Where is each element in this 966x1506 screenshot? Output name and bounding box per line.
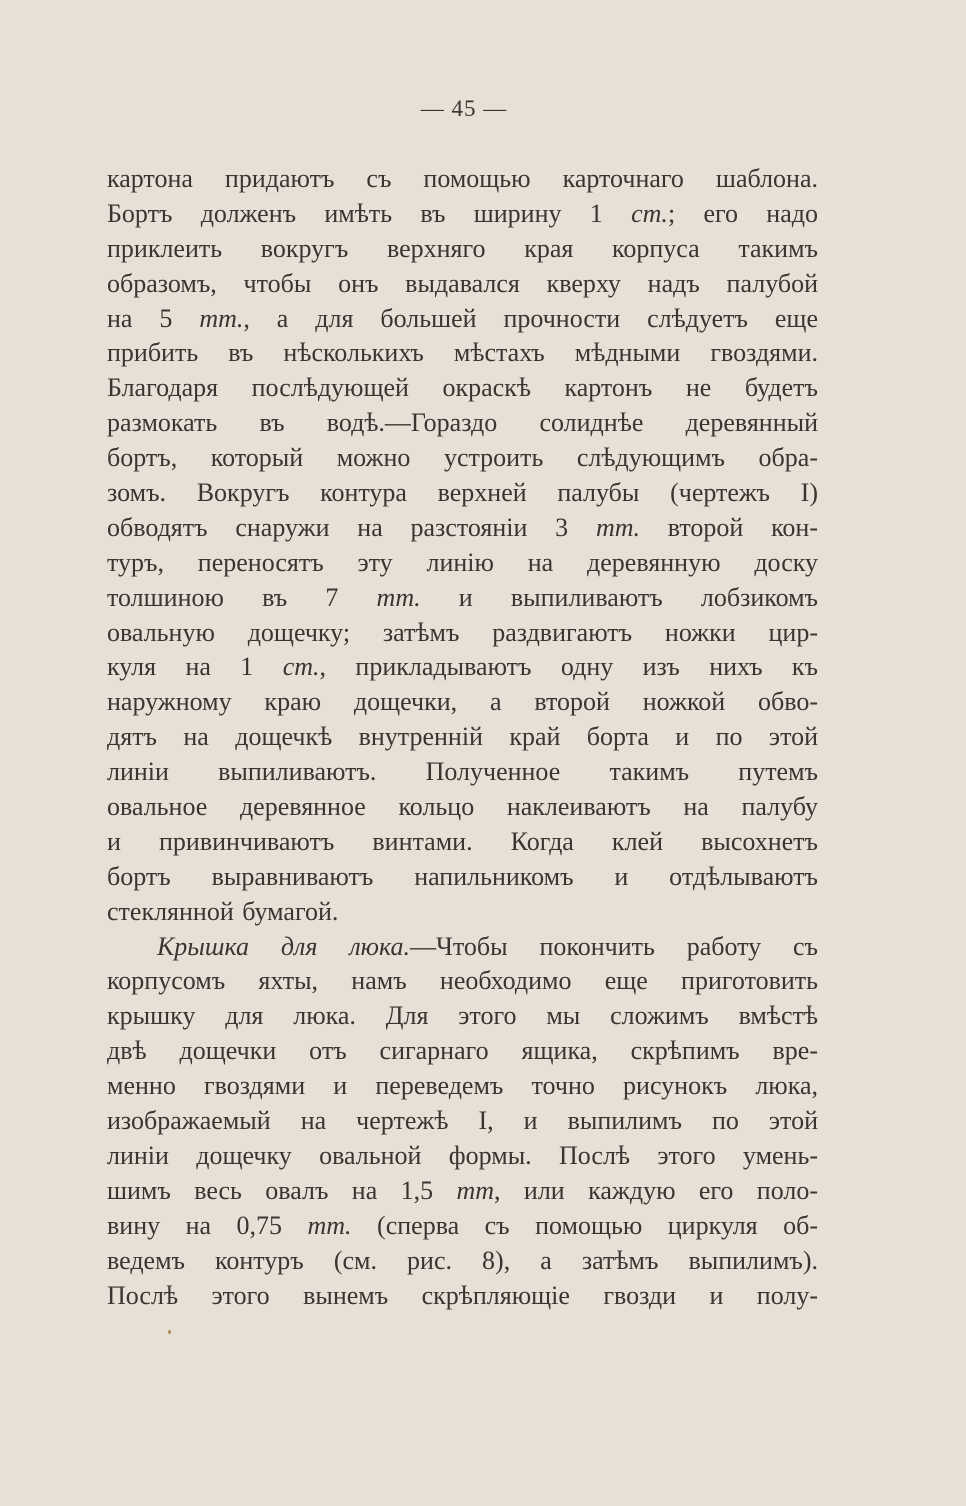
text-line [107, 720, 818, 755]
italic-text: cm. [631, 198, 668, 228]
text-line [107, 895, 818, 930]
text-segment: , а для большей прочности слѣдуетъ еще [243, 303, 818, 333]
text-segment: бортъ выравниваютъ напильникомъ и отдѣлываютъ [107, 861, 818, 891]
text-line [107, 1209, 818, 1244]
text-segment: Послѣ этого вынемъ скрѣпляющіе гвозди и полу- [107, 1280, 818, 1310]
text-segment: прибить въ нѣсколькихъ мѣстахъ мѣдными гвоздями. [107, 338, 818, 368]
text-segment: и привинчиваютъ винтами. Когда клей высохнетъ [107, 826, 818, 856]
text-segment: овальное деревянное кольцо наклеиваютъ на палубу [107, 792, 818, 822]
text-segment: линіи выпиливаютъ. Полученное такимъ путемъ [107, 757, 818, 787]
text-segment: куля на 1 [107, 652, 283, 682]
paper-speck [168, 1330, 171, 1334]
text-line [107, 336, 818, 371]
text-line [107, 685, 818, 720]
text-segment: туръ, переносятъ эту линію на деревянную доску [107, 547, 818, 577]
text-line [107, 650, 818, 685]
text-segment: шимъ весь овалъ на 1,5 [107, 1175, 457, 1205]
text-line [107, 825, 818, 860]
text-line [107, 999, 818, 1034]
text-segment: стеклянной бумагой. [107, 896, 339, 926]
text-line [107, 162, 818, 197]
text-line [107, 197, 818, 232]
text-line [107, 441, 818, 476]
text-segment: двѣ дощечки отъ сигарнаго ящика, скрѣпимъ вре- [107, 1036, 818, 1066]
text-line [107, 232, 818, 267]
text-segment: на 5 [107, 303, 200, 333]
italic-text: mm. [307, 1210, 352, 1240]
page-number: — 45 — [420, 96, 508, 121]
text-segment: изображаемый на чертежѣ I, и выпилимъ по этой [107, 1106, 818, 1136]
text-segment: ведемъ контуръ (см. рис. 8), а затѣмъ выпилимъ). [107, 1245, 818, 1275]
text-line [107, 790, 818, 825]
text-segment: ; его надо [667, 198, 818, 228]
text-line [107, 1279, 818, 1314]
italic-text: mm. [376, 582, 421, 612]
text-line [107, 755, 818, 790]
text-segment: размокать въ водѣ.—Гораздо солиднѣе деревянный [107, 408, 818, 438]
text-line [107, 1244, 818, 1279]
text-line [107, 1104, 818, 1139]
italic-text: mm [456, 1175, 495, 1205]
text-line [107, 371, 818, 406]
text-line [107, 267, 818, 302]
text-line [107, 476, 818, 511]
text-segment: бортъ, который можно устроить слѣдующимъ обра- [107, 443, 818, 473]
text-segment: наружному краю дощечки, а второй ножкой обво- [107, 687, 818, 717]
italic-text: cm. [282, 652, 320, 682]
text-segment: картона придаютъ съ помощью карточнаго шаблона. [107, 164, 818, 193]
text-segment: менно гвоздями и переведемъ точно рисунокъ люка, [107, 1071, 818, 1101]
text-line [107, 616, 818, 651]
text-segment: —Чтобы покончить работу съ [410, 931, 818, 961]
text-segment: корпусомъ яхты, намъ необходимо еще приготовить [107, 966, 818, 996]
text-line [107, 302, 818, 337]
text-segment: приклеить вокругъ верхняго края корпуса такимъ [107, 233, 818, 263]
text-segment: обводятъ снаружи на разстояніи 3 [107, 512, 596, 542]
text-segment: зомъ. Вокругъ контура верхней палубы (чертежъ I) [107, 478, 818, 508]
page-body-text [107, 162, 818, 1313]
text-line [107, 511, 818, 546]
text-line [107, 406, 818, 441]
text-line [107, 860, 818, 895]
text-segment: линіи дощечку овальной формы. Послѣ этого умень- [107, 1140, 818, 1170]
paragraph-start-line [107, 930, 818, 965]
text-segment: вину на 0,75 [107, 1210, 308, 1240]
italic-text: mm. [595, 512, 641, 542]
text-segment: крышку для люка. Для этого мы сложимъ вмѣстѣ [107, 1001, 818, 1031]
text-segment: толшиною въ 7 [107, 582, 377, 612]
text-segment: овальную дощечку; затѣмъ раздвигаютъ ножки цир- [107, 617, 818, 647]
text-segment: образомъ, чтобы онъ выдавался кверху надъ палубой [107, 268, 818, 298]
text-line [107, 1139, 818, 1174]
text-segment: Бортъ долженъ имѣть въ ширину 1 [107, 198, 632, 228]
italic-text: Крышка для люка. [157, 931, 410, 961]
text-line [107, 1174, 818, 1209]
text-line [107, 1069, 818, 1104]
text-line [107, 1034, 818, 1069]
text-line [107, 581, 818, 616]
text-segment: , или каждую его поло- [494, 1175, 818, 1205]
text-line [107, 964, 818, 999]
text-segment: дятъ на дощечкѣ внутренній край борта и по этой [107, 722, 818, 752]
text-segment: и выпиливаютъ лобзикомъ [420, 582, 818, 612]
text-segment: , прикладываютъ одну изъ нихъ къ [319, 652, 818, 682]
italic-text: mm. [199, 303, 244, 333]
text-line [107, 546, 818, 581]
text-segment: второй кон- [640, 512, 818, 542]
text-segment: Благодаря послѣдующей окраскѣ картонъ не будетъ [107, 373, 818, 403]
text-segment: (сперва съ помощью циркуля об- [351, 1210, 818, 1240]
